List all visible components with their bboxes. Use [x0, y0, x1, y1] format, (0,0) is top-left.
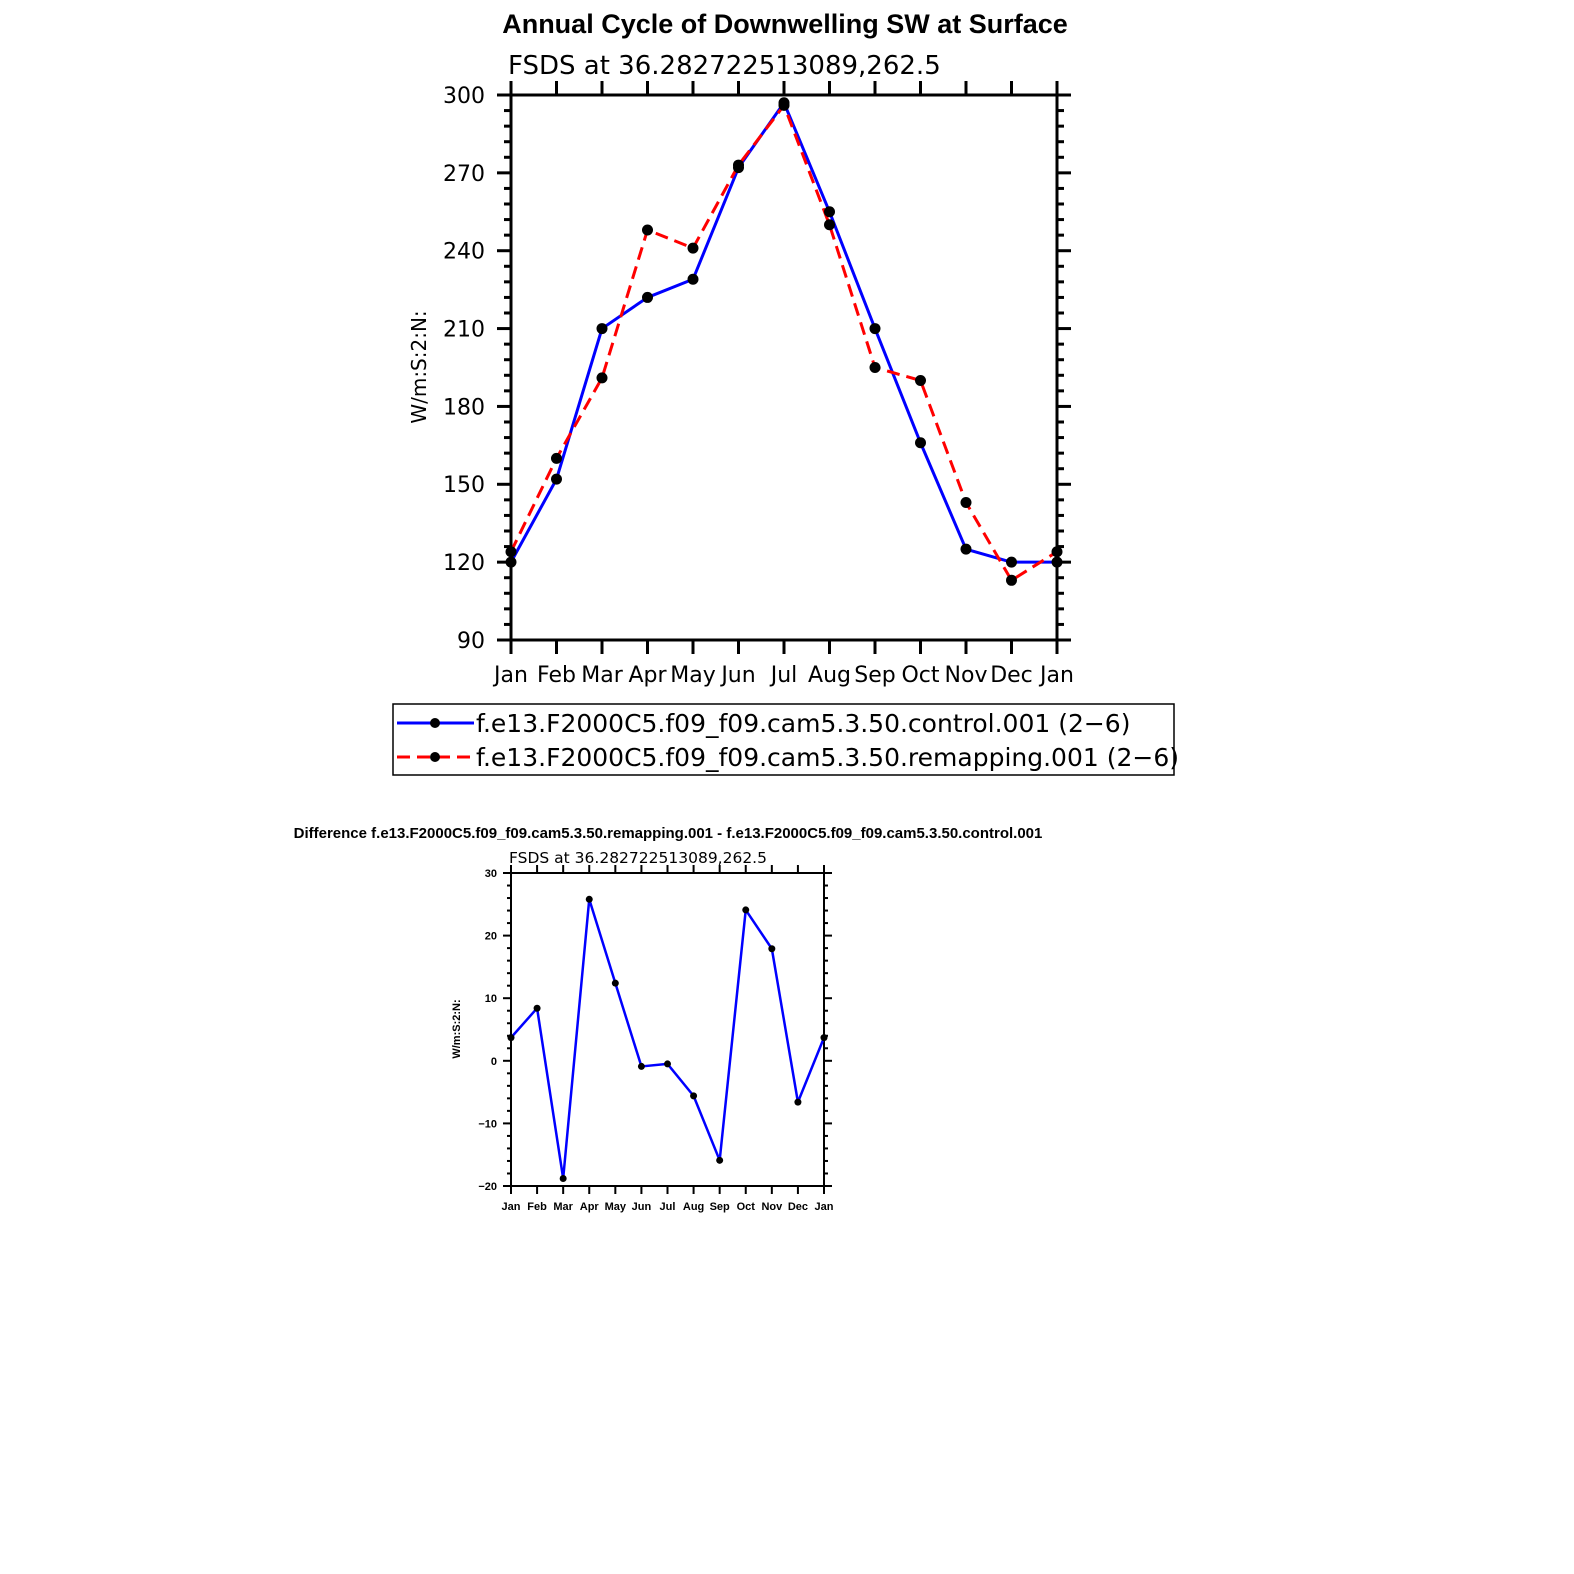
c2-ytick-label: 20 — [484, 930, 497, 943]
c1-series-0-point — [506, 557, 517, 568]
c1-xtick-label: Jul — [770, 663, 798, 688]
c2-series-0-point — [690, 1092, 697, 1099]
c1-series-1-point — [688, 243, 699, 254]
c2-xtick-label: Jul — [659, 1201, 676, 1213]
chart2-subtitle: FSDS at 36.282722513089,262.5 — [509, 849, 767, 867]
c1-series-1-point — [642, 224, 653, 235]
c1-series-0-point — [1052, 557, 1063, 568]
c2-xtick-label: Mar — [553, 1201, 573, 1213]
c1-series-1-point — [824, 219, 835, 230]
c1-series-0-point — [824, 206, 835, 217]
c1-xtick-label: Nov — [944, 663, 988, 688]
c2-series-0-point — [768, 945, 775, 952]
c2-xtick-label: Jan — [814, 1201, 834, 1213]
c1-series-0-point — [1006, 557, 1017, 568]
c1-xtick-label: Mar — [581, 663, 623, 688]
chart1-plot-frame — [511, 95, 1057, 640]
c1-ytick-label: 180 — [443, 395, 485, 421]
c2-xtick-label: Jan — [501, 1201, 521, 1213]
c1-xtick-label: Jun — [721, 663, 756, 688]
c2-ytick-label: 10 — [484, 993, 497, 1006]
legend-marker-remapping — [430, 752, 440, 762]
chart1-series — [506, 97, 1063, 586]
c1-xtick-label: Apr — [628, 663, 667, 688]
c2-xtick-label: May — [604, 1201, 627, 1213]
c1-xtick-label: Oct — [901, 663, 940, 688]
c1-series-1-point — [870, 362, 881, 373]
c1-ytick-label: 300 — [443, 83, 485, 109]
c2-ytick-label: −20 — [478, 1180, 497, 1193]
c1-series-1-point — [551, 453, 562, 464]
c2-series-0-point — [586, 896, 593, 903]
c1-xtick-label: Jan — [494, 663, 528, 688]
chart1-tick-labels — [443, 84, 1074, 688]
annual-cycle-chart — [393, 9, 1179, 775]
c1-series-0-point — [961, 544, 972, 555]
c2-series-0-point — [638, 1063, 645, 1070]
c1-ytick-label: 210 — [443, 317, 485, 343]
c1-series-0-point — [688, 274, 699, 285]
chart2-title: Difference f.e13.F2000C5.f09_f09.cam5.3.50.remapping.001 - f.e13.F2000C5.f09_f09.cam5.3.50.control.001 — [293, 825, 1043, 842]
c1-xtick-label: Dec — [990, 663, 1033, 688]
c2-xtick-label: Apr — [579, 1201, 599, 1213]
c2-xtick-label: Feb — [527, 1201, 547, 1213]
c1-xtick-label: Sep — [854, 663, 896, 688]
c1-series-0-point — [551, 474, 562, 485]
legend-label-remapping: f.e13.F2000C5.f09_f09.cam5.3.50.remapping.001 (2−6) — [476, 743, 1179, 772]
c2-series-0-point — [794, 1099, 801, 1106]
c1-series-0-point — [915, 437, 926, 448]
c2-xtick-label: Dec — [787, 1201, 809, 1213]
c1-ytick-label: 240 — [443, 239, 485, 265]
c1-xtick-label: Feb — [537, 663, 576, 688]
c1-xtick-label: May — [670, 663, 716, 688]
chart1-ylabel: W/m:S:2:N: — [407, 310, 431, 424]
chart1-subtitle: FSDS at 36.282722513089,262.5 — [508, 51, 941, 81]
chart1-title: Annual Cycle of Downwelling SW at Surface — [502, 9, 1068, 39]
c1-ytick-label: 150 — [443, 473, 485, 499]
chart1-ticks — [497, 81, 1071, 654]
c1-ytick-label: 90 — [457, 628, 485, 654]
c2-series-0-point — [821, 1034, 828, 1041]
c2-series-line-0 — [511, 899, 824, 1178]
c2-series-0-point — [612, 980, 619, 987]
c2-xtick-label: Jun — [631, 1201, 652, 1213]
c1-series-1-point — [597, 372, 608, 383]
c1-series-1-point — [961, 497, 972, 508]
c1-series-1-point — [779, 100, 790, 111]
c2-ytick-label: 0 — [490, 1055, 497, 1068]
chart2-ticks — [503, 865, 832, 1194]
legend-marker-control — [430, 718, 440, 728]
c1-series-1-point — [506, 546, 517, 557]
c1-xtick-label: Jan — [1040, 663, 1074, 688]
c2-series-0-point — [664, 1060, 671, 1067]
chart2-tick-labels — [478, 868, 833, 1213]
c2-ytick-label: −10 — [478, 1118, 497, 1131]
c2-series-0-point — [716, 1157, 723, 1164]
c2-xtick-label: Aug — [682, 1201, 705, 1213]
c2-series-0-point — [742, 906, 749, 913]
chart1-legend — [393, 704, 1179, 775]
c2-series-0-point — [534, 1005, 541, 1012]
c1-ytick-label: 120 — [443, 551, 485, 577]
c1-series-1-point — [733, 160, 744, 171]
c1-series-0-point — [870, 323, 881, 334]
c1-xtick-label: Aug — [808, 663, 851, 688]
legend-label-control: f.e13.F2000C5.f09_f09.cam5.3.50.control.001 (2−6) — [476, 709, 1131, 738]
c1-ytick-label: 270 — [443, 161, 485, 187]
difference-chart — [294, 825, 1043, 1213]
c2-series-0-point — [508, 1034, 515, 1041]
c1-series-1-point — [1006, 575, 1017, 586]
c1-series-line-1 — [511, 105, 1057, 580]
c2-ytick-label: 30 — [484, 867, 497, 880]
c1-series-0-point — [642, 292, 653, 303]
c2-xtick-label: Sep — [709, 1201, 730, 1213]
c1-series-line-0 — [511, 103, 1057, 562]
chart2-ylabel: W/m:S:2:N: — [451, 999, 463, 1059]
c1-series-1-point — [915, 375, 926, 386]
c1-series-0-point — [597, 323, 608, 334]
c2-xtick-label: Nov — [761, 1201, 783, 1213]
chart2-series — [508, 896, 828, 1182]
c2-xtick-label: Oct — [736, 1201, 755, 1213]
c1-series-1-point — [1052, 546, 1063, 557]
c2-series-0-point — [560, 1175, 567, 1182]
